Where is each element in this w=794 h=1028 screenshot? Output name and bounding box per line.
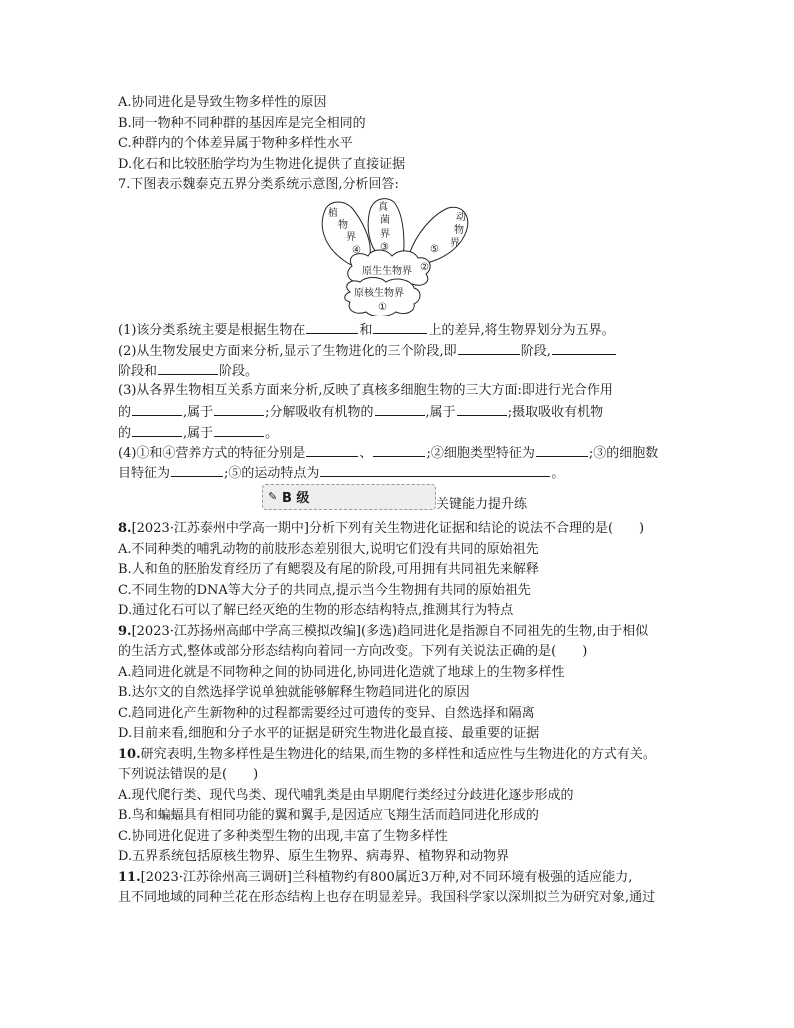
q7-sub3-line3: [118, 423, 278, 443]
q7-sub2-line2: [118, 361, 258, 381]
q7-s2-b: 阶段,: [520, 344, 551, 359]
fungi-char-3: 界: [380, 229, 390, 240]
blank[interactable]: [132, 402, 182, 416]
q7-s3-c: ,属于: [183, 405, 214, 420]
q7-s3-a: (3)从各界生物相互关系方面来分析,反映了真核多细胞生物的三大方面:即进行光合作用: [118, 383, 613, 398]
pencil-icon: ✎: [268, 490, 278, 503]
q8-stem: [118, 520, 644, 538]
animal-char-2: 物: [454, 225, 464, 236]
q10-option-a: A.现代爬行类、现代鸟类、现代哺乳类是由早期爬行类经过分歧进化逐步形成的: [118, 788, 574, 803]
blank[interactable]: [552, 341, 616, 355]
q10-option-b: B.鸟和蝙蝠具有相同功能的翼和翼手,是因适应飞翔生活而趋同进化形成的: [118, 808, 539, 823]
fungi-num: ③: [380, 242, 389, 253]
q9-option-c: C.趋同进化产生新物种的过程都需要经过可遗传的变异、自然选择和隔离: [118, 706, 535, 721]
animal-char-3: 界: [450, 238, 460, 249]
option-b: B.同一物种不同种群的基因库是完全相同的: [118, 116, 366, 131]
q7-s3-e: ,属于: [425, 405, 456, 420]
level-tag: B 级: [282, 491, 310, 506]
blank[interactable]: [214, 402, 264, 416]
q7-sub4-line1: [118, 443, 658, 463]
blank[interactable]: [306, 320, 358, 334]
q8-option-a: A.不同种类的哺乳动物的前肢形态差别很大,说明它们没有共同的原始祖先: [118, 542, 539, 557]
blank[interactable]: [214, 423, 264, 437]
q7-s4-f: ;⑤的运动特点为: [224, 466, 320, 481]
blank[interactable]: [536, 443, 588, 457]
q10-stem1: 研究表明,生物多样性是生物进化的结果,而生物的多样性和适应性与生物进化的方式有关。: [140, 747, 656, 762]
blank[interactable]: [158, 361, 218, 375]
q7-s3-f: ;摄取吸收有机物: [507, 405, 604, 420]
q7-s2-d: 阶段。: [219, 364, 259, 379]
q7-s4-c: ;②细胞类型特征为: [426, 446, 535, 461]
plant-char-3: 界: [346, 232, 356, 243]
option-c: C.种群内的个体差异属于物种多样性水平: [118, 136, 353, 151]
fungi-char-1: 真: [378, 202, 388, 213]
q7-sub2-line1: [118, 341, 617, 361]
q7-s2-c: 阶段和: [118, 364, 158, 379]
q7-s1-b: 和: [359, 323, 373, 338]
q8-number: 8.: [118, 521, 132, 536]
q7-s3-i: 。: [265, 426, 279, 441]
q7-s1-a: (1)该分类系统主要是根据生物在: [118, 323, 306, 338]
plant-char-1: 植: [328, 208, 338, 219]
prokaryote-num: ①: [378, 302, 387, 313]
blank[interactable]: [375, 402, 425, 416]
q7-s1-c: 上的差异,将生物界划分为五界。: [428, 323, 615, 338]
q7-stem: 7.下图表示魏泰克五界分类系统示意图,分析回答:: [118, 177, 399, 192]
q7-s4-e: 目特征为: [118, 466, 171, 481]
q10-number: 10.: [118, 747, 141, 762]
prokaryote-label: 原核生物界: [354, 288, 404, 299]
q7-s4-b: 、: [359, 446, 373, 461]
q7-s3-b: 的: [118, 405, 132, 420]
q9-stem-line1: [118, 623, 648, 641]
blank[interactable]: [457, 402, 507, 416]
blank[interactable]: [320, 463, 550, 477]
q7-s3-h: ,属于: [183, 426, 214, 441]
q9-option-d: D.目前来看,细胞和分子水平的证据是研究生物进化最直接、最重要的证据: [118, 726, 540, 741]
q11-stem-line2: 且不同地域的同种兰花在形态结构上也存在明显差异。我国科学家以深圳拟兰为研究对象,通过: [118, 890, 656, 905]
q7-sub3-line1: [118, 382, 613, 400]
blank[interactable]: [373, 443, 425, 457]
q7-s3-g: 的: [118, 426, 132, 441]
q10-option-c: C.协同进化促进了多种类型生物的出现,丰富了生物多样性: [118, 829, 448, 844]
protist-label: 原生生物界: [362, 266, 412, 277]
protist-num: ②: [420, 262, 429, 273]
q9-number: 9.: [118, 624, 132, 639]
q10-option-d: D.五界系统包括原核生物界、原生生物界、病毒界、植物界和动物界: [118, 849, 510, 864]
q9-option-a: A.趋同进化就是不同物种之间的协同进化,协同进化造就了地球上的生物多样性: [118, 665, 565, 680]
section-title: 关键能力提升练: [436, 497, 528, 512]
plant-char-2: 物: [338, 220, 348, 231]
q7-sub1: [118, 320, 615, 340]
q8-option-b: B.人和鱼的胚胎发育经历了有鳃裂及有尾的阶段,可用拥有共同祖先来解释: [118, 562, 539, 577]
animal-num: ⑤: [430, 244, 439, 255]
q11-stem-line1: [118, 869, 632, 887]
q8-stem-text: [2023·江苏泰州中学高一期中]分析下列有关生物进化证据和结论的说法不合理的是( ): [131, 521, 645, 536]
q10-stem-line2: 下列说法错误的是( ): [118, 767, 259, 782]
blank[interactable]: [458, 341, 520, 355]
five-kingdom-diagram: [312, 196, 472, 316]
blank[interactable]: [306, 443, 358, 457]
q9-stem-line2: 的生活方式,整体或部分形态结构向着同一方向改变。下列有关说法正确的是( ): [118, 644, 588, 659]
q7-s3-d: ;分解吸收有机物的: [265, 405, 374, 420]
fungi-char-2: 菌: [380, 215, 390, 226]
q7-s4-a: (4)①和④营养方式的特征分别是: [118, 446, 306, 461]
q8-option-c: C.不同生物的DNA等大分子的共同点,提示当今生物拥有共同的原始祖先: [118, 583, 531, 598]
blank[interactable]: [132, 423, 182, 437]
q10-stem-line1: [118, 746, 656, 764]
q7-s4-d: ;③的细胞数: [588, 446, 659, 461]
q7-s4-g: 。: [551, 466, 565, 481]
q9-option-b: B.达尔文的自然选择学说单独就能够解释生物趋同进化的原因: [118, 685, 470, 700]
blank[interactable]: [171, 463, 223, 477]
option-a: A.协同进化是导致生物多样性的原因: [118, 95, 327, 110]
q11-number: 11.: [118, 870, 141, 885]
animal-char-1: 动: [456, 212, 466, 223]
q7-s2-a: (2)从生物发展史方面来分析,显示了生物进化的三个阶段,即: [118, 344, 457, 359]
q7-sub4-line2: [118, 463, 564, 483]
q8-option-d: D.通过化石可以了解已经灭绝的生物的形态结构特点,推测其行为特点: [118, 603, 514, 618]
q7-sub3-line2: [118, 402, 603, 422]
plant-num: ④: [352, 245, 361, 256]
q11-stem1: [2023·江苏徐州高三调研]兰科植物约有800属近3万种,对不同环境有极强的适应能力,: [140, 870, 633, 885]
option-d: D.化石和比较胚胎学均为生物进化提供了直接证据: [118, 157, 406, 172]
blank[interactable]: [373, 320, 427, 334]
q9-stem1: [2023·江苏扬州高邮中学高三模拟改编](多选)趋同进化是指源自不同祖先的生物,由于相似: [131, 624, 649, 639]
